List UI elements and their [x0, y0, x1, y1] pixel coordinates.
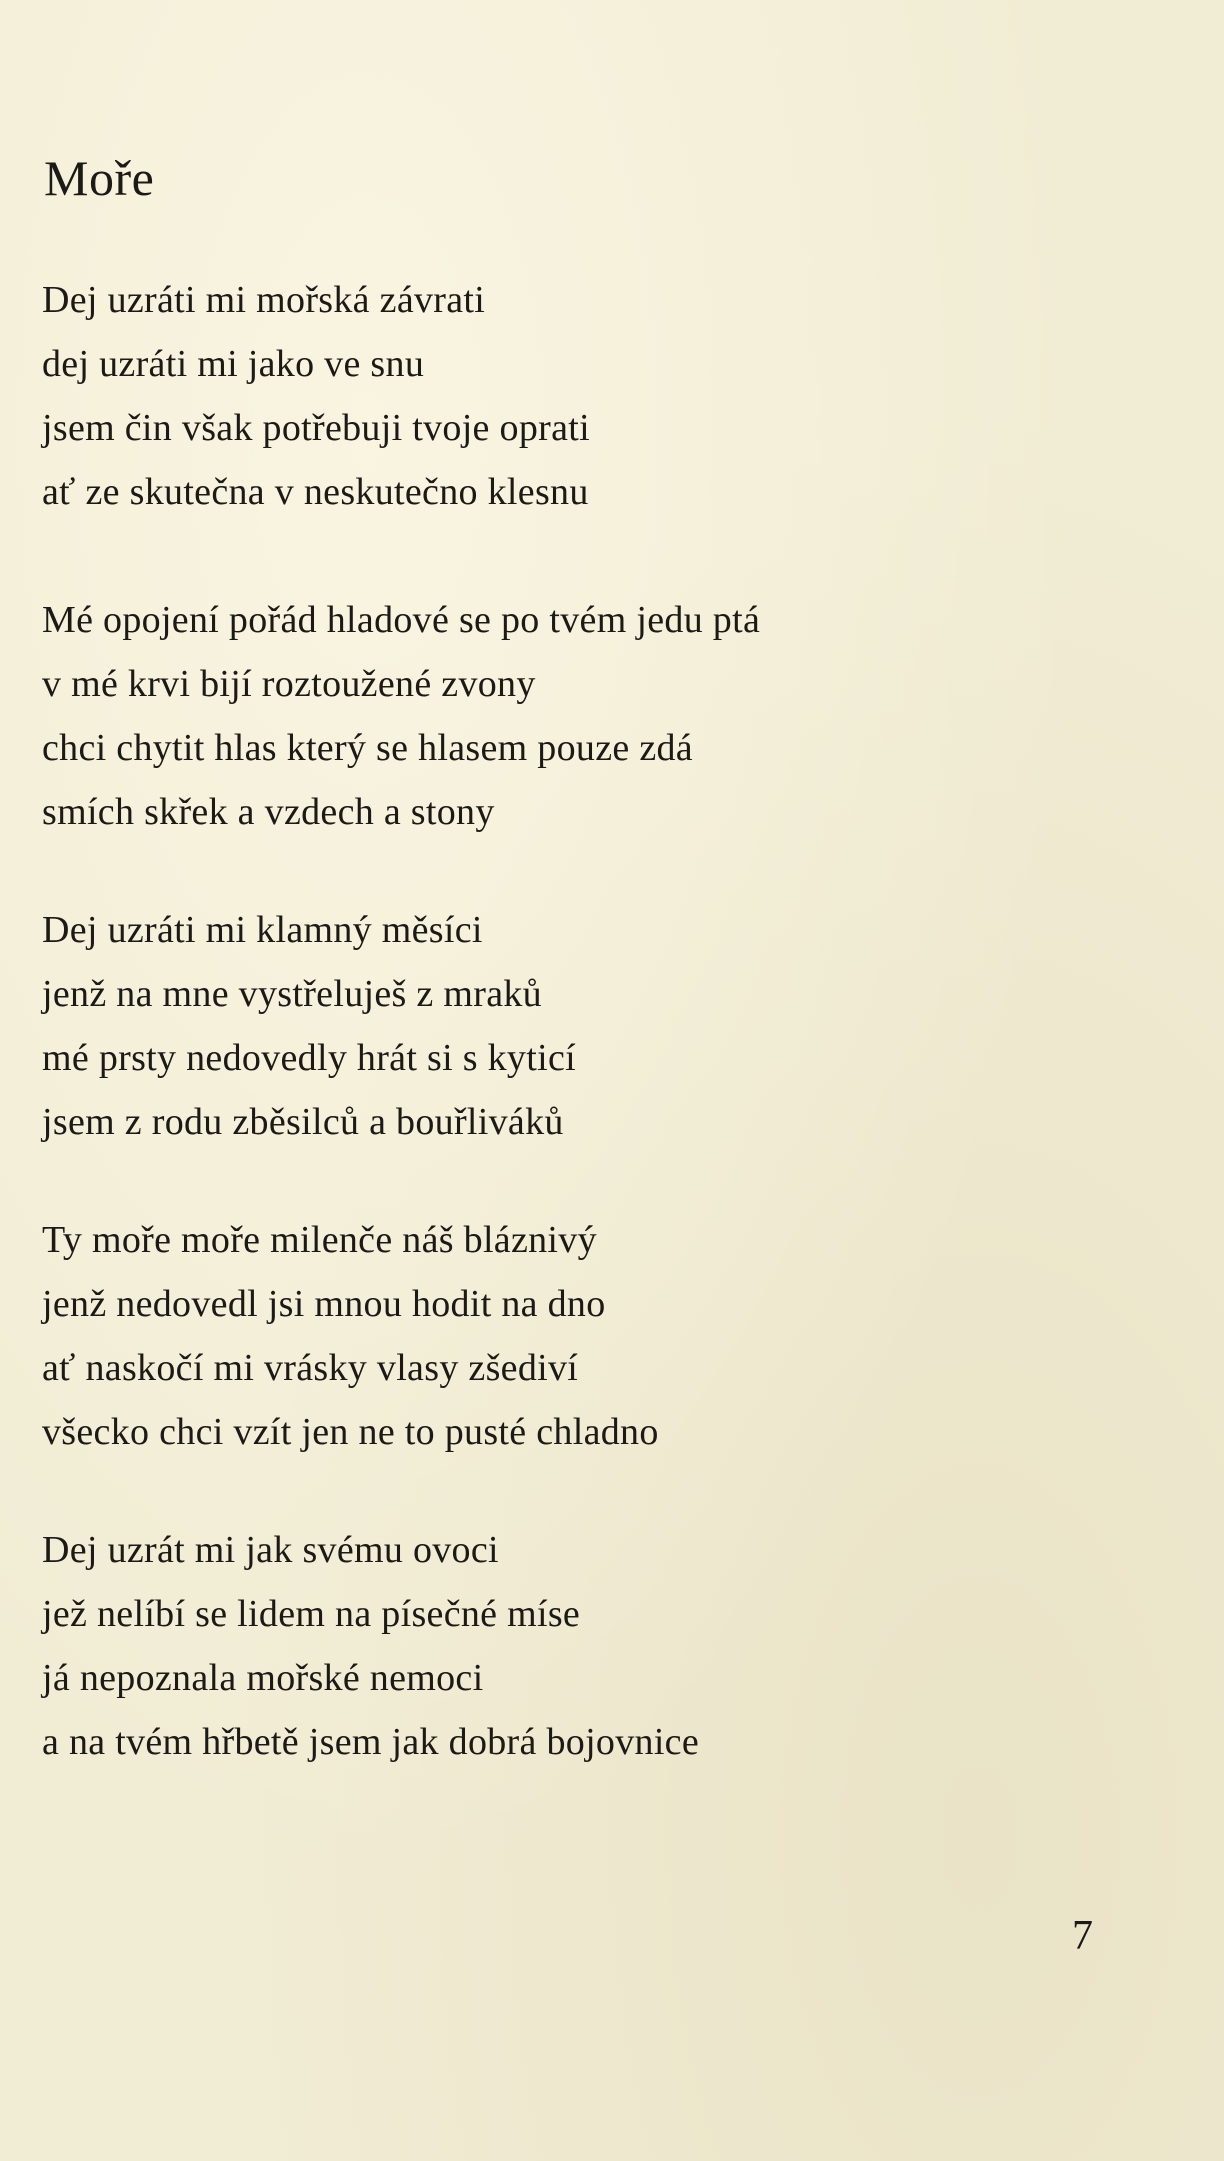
poem-line: jsem čin však potřebuji tvoje oprati — [42, 407, 590, 449]
poem-line: Dej uzrát mi jak svému ovoci — [42, 1529, 499, 1571]
poem-line: jenž na mne vystřeluješ z mraků — [42, 973, 542, 1015]
stanza-2 — [42, 588, 760, 844]
poem-line: Dej uzráti mi klamný měsíci — [42, 909, 483, 951]
poem-line: dej uzráti mi jako ve snu — [42, 343, 425, 385]
poem-line: všecko chci vzít jen ne to pusté chladno — [42, 1411, 659, 1453]
page-number: 7 — [1072, 1913, 1093, 1959]
poem-title: Moře — [44, 150, 155, 206]
poem-line: jež nelíbí se lidem na písečné míse — [42, 1593, 581, 1635]
poem-line: Mé opojení pořád hladové se po tvém jedu ptá — [42, 599, 761, 641]
poem-line: ať naskočí mi vrásky vlasy zšediví — [42, 1347, 579, 1389]
stanza-3 — [42, 898, 576, 1154]
poem-line: já nepoznala mořské nemoci — [42, 1657, 484, 1699]
poem-line: mé prsty nedovedly hrát si s kyticí — [42, 1037, 576, 1079]
stanza-1 — [42, 268, 590, 524]
poem-line: Dej uzráti mi mořská závrati — [42, 279, 486, 321]
poem-line: smích skřek a vzdech a stony — [42, 791, 495, 833]
poem-line: ať ze skutečna v neskutečno klesnu — [42, 471, 589, 513]
stanza-4 — [42, 1208, 659, 1464]
poem-line: chci chytit hlas který se hlasem pouze zdá — [42, 727, 693, 769]
poem-line: jenž nedovedl jsi mnou hodit na dno — [42, 1283, 606, 1325]
poem-line: v mé krvi bijí roztoužené zvony — [42, 663, 536, 705]
stanza-5 — [42, 1518, 699, 1774]
poem-line: a na tvém hřbetě jsem jak dobrá bojovnice — [42, 1721, 700, 1763]
poem-line: jsem z rodu zběsilců a bouřliváků — [42, 1101, 564, 1143]
poem-line: Ty moře moře milenče náš bláznivý — [42, 1219, 597, 1261]
